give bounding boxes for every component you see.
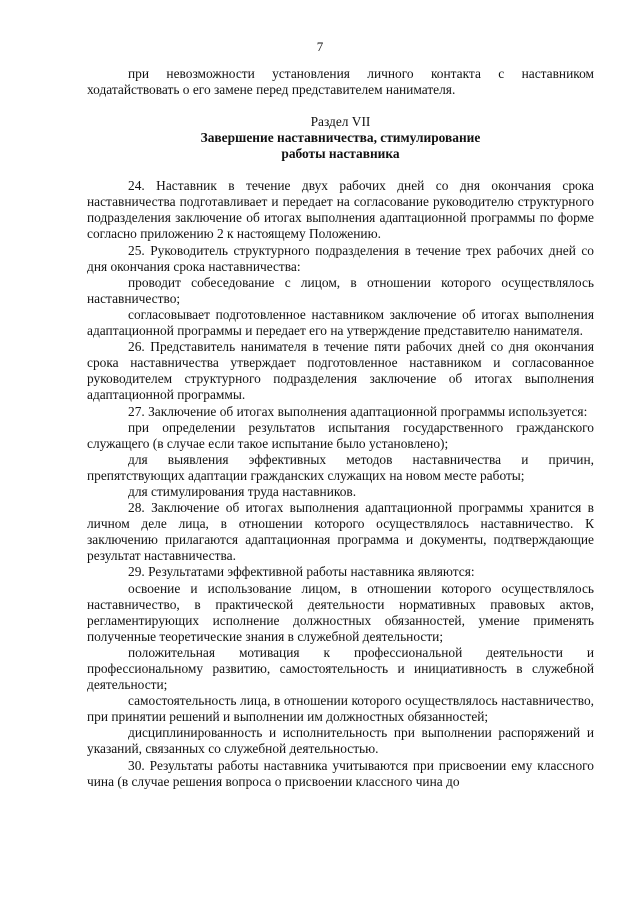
paragraph-27-item-incentives: для стимулирования труда наставников. xyxy=(128,483,357,499)
paragraph-29-item-motivation: положительная мотивация к профессиональной деятельности и профессиональному развитию, самостоятельность и инициативность в служебной деятельности; xyxy=(87,644,594,693)
paragraph-29-item-discipline: дисциплинированность и исполнительность при выполнении распоряжений и указаний, связанных со служебной деятельностью. xyxy=(87,725,594,757)
section-label: Раздел VII xyxy=(310,114,371,130)
paragraph-25-item-approve: согласовывает подготовленное наставником заключение об итогах выполнения адаптационной программы и передает его на утверждение представителю нанимателя. xyxy=(87,306,594,339)
page-number: 7 xyxy=(316,39,324,54)
intro-paragraph: при невозможности установления личного контакта с наставником ходатайствовать о его замене перед представителем нанимателя. xyxy=(87,66,594,98)
paragraph-25: 25. Руководитель структурного подразделения в течение трех рабочих дней со дня окончания срока наставничества: xyxy=(87,242,594,274)
paragraph-27-item-methods: для выявления эффективных методов наставничества и причин, препятствующих адаптации гражданских служащих на новом месте работы; xyxy=(87,451,594,483)
document-body xyxy=(87,66,594,790)
paragraph-27-item-probation: при определении результатов испытания государственного гражданского служащего (в случае если такое испытание было установлено); xyxy=(87,419,594,451)
section-heading xyxy=(87,114,594,162)
paragraph-27: 27. Заключение об итогах выполнения адаптационной программы используется: xyxy=(128,403,588,419)
paragraph-25-item-interview: проводит собеседование с лицом, в отношении которого осуществлялось наставничество; xyxy=(87,274,594,306)
paragraph-28: 28. Заключение об итогах выполнения адаптационной программы хранится в личном деле лица, в отношении которого осуществлялось наставничество. К заключению прилагаются адаптационная программа и документы, подтверждающие результат наставничества. xyxy=(87,500,594,564)
paragraph-29: 29. Результатами эффективной работы наставника являются: xyxy=(128,564,475,580)
section-title-line-2: работы наставника xyxy=(281,146,400,162)
paragraph-24: 24. Наставник в течение двух рабочих дней со дня окончания срока наставничества подготавливает и передает на согласование руководителю структурного подразделения заключение об итогах выполнения адаптационной программы по форме согласно приложению 2 к настоящему Положению. xyxy=(87,178,594,242)
paragraph-29-item-mastery: освоение и использование лицом, в отношении которого осуществлялось наставничество, в практической деятельности нормативных правовых актов, регламентирующих исполнение должностных обязанностей, умение применять полученные теоретические знания в служебной деятельности; xyxy=(87,580,594,644)
paragraph-30: 30. Результаты работы наставника учитываются при присвоении ему классного чина (в случае решения вопроса о присвоении классного чина до xyxy=(87,757,594,789)
paragraph-26: 26. Представитель нанимателя в течение пяти рабочих дней со дня окончания срока наставничества утверждает подготовленное наставником и согласованное руководителем структурного подразделения заключение об итогах выполнения адаптационной программы. xyxy=(87,339,594,403)
paragraph-29-item-independence: самостоятельность лица, в отношении которого осуществлялось наставничество, при принятии решений и выполнении им должностных обязанностей; xyxy=(87,693,594,725)
section-title-line-1: Завершение наставничества, стимулирование xyxy=(200,130,481,146)
